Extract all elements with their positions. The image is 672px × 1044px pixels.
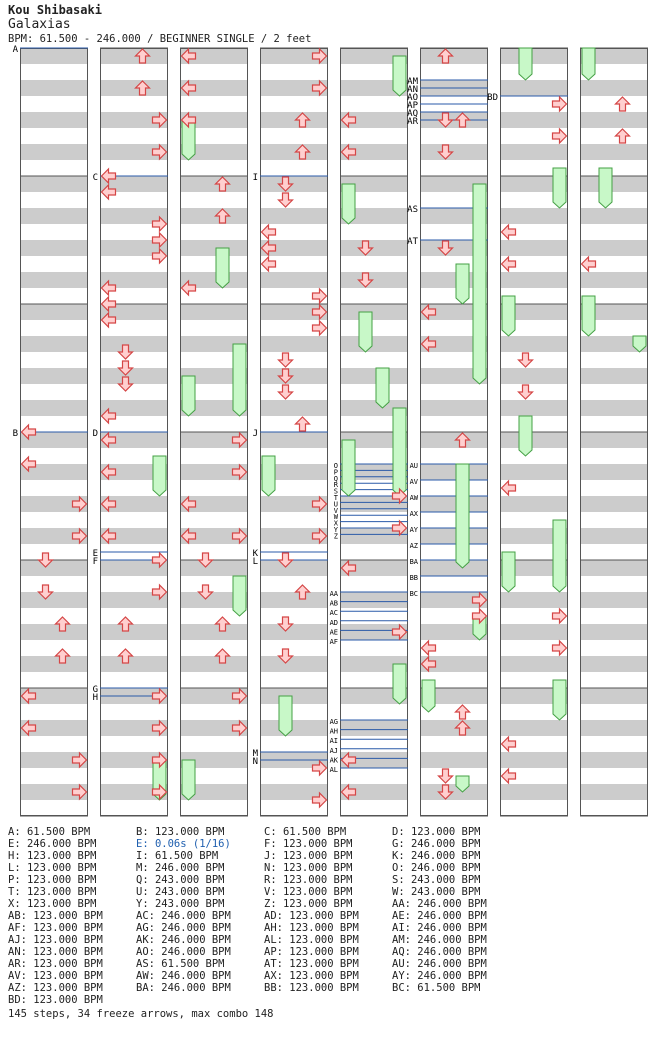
bpm-change-label: AK: [329, 756, 338, 765]
bpm-change-label: BD: [487, 93, 498, 103]
beat-stripe: [260, 400, 328, 416]
beat-stripe: [420, 496, 488, 512]
bpm-change-label: E: [92, 549, 98, 559]
beat-stripe: [420, 752, 488, 768]
beat-stripe: [580, 720, 648, 736]
bpm-legend-entry: BB: 123.000 BPM: [264, 982, 359, 994]
bpm-legend-row: [8, 862, 520, 874]
beat-stripe: [580, 656, 648, 672]
bpm-change-label: AI: [329, 737, 338, 746]
beat-stripe: [180, 176, 248, 192]
beat-stripe: [580, 80, 648, 96]
beat-stripe: [500, 112, 568, 128]
bpm-change-label: AC: [329, 609, 338, 618]
bpm-change-label: W: [333, 513, 338, 522]
beat-stripe: [100, 48, 168, 64]
bpm-legend-entry: V: 123.000 BPM: [264, 886, 353, 898]
bpm-legend-row: [8, 934, 520, 946]
bpm-change-label: AN: [407, 85, 418, 95]
freeze-arrow-body: [582, 48, 595, 80]
bpm-legend-entry: AS: 61.500 BPM: [136, 958, 225, 970]
beat-stripe: [20, 624, 88, 640]
beat-stripe: [580, 688, 648, 704]
beat-stripe: [100, 368, 168, 384]
bpm-legend-row: [8, 838, 520, 850]
beat-stripe: [20, 336, 88, 352]
bpm-change-label: AE: [329, 628, 338, 637]
beat-stripe: [580, 144, 648, 160]
freeze-arrow-body: [376, 368, 389, 408]
beat-stripe: [180, 304, 248, 320]
freeze-arrow-body: [233, 576, 246, 616]
bpm-change-label: AD: [329, 618, 338, 627]
bpm-change-label: AS: [407, 205, 418, 215]
bpm-change-label: AV: [409, 478, 418, 486]
bpm-change-label: H: [92, 693, 98, 703]
beat-stripe: [20, 304, 88, 320]
bpm-change-label: P: [333, 468, 338, 477]
bpm-change-label: Q: [333, 474, 338, 483]
bpm-change-label: U: [333, 500, 338, 509]
song-title: Galaxias: [8, 17, 71, 32]
bpm-legend-entry: AL: 123.000 BPM: [264, 934, 359, 946]
bpm-change-label: AG: [329, 718, 338, 726]
freeze-arrow-body: [519, 416, 532, 456]
beat-stripe: [580, 592, 648, 608]
freeze-arrow-body: [473, 184, 486, 384]
beat-stripe: [420, 432, 488, 448]
beat-stripe: [20, 592, 88, 608]
bpm-change-label: AJ: [329, 746, 338, 755]
bpm-legend-entry: AO: 246.000 BPM: [136, 946, 231, 958]
beat-stripe: [20, 656, 88, 672]
bpm-legend-entry: N: 123.000 BPM: [264, 862, 353, 874]
beat-stripe: [340, 592, 408, 608]
bpm-change-label: F: [92, 557, 98, 567]
bpm-legend-entry: AU: 246.000 BPM: [392, 958, 487, 970]
bpm-legend-entry: AA: 246.000 BPM: [392, 898, 487, 910]
beat-stripe: [100, 80, 168, 96]
chart-column: [580, 48, 648, 816]
bpm-legend-entry: J: 123.000 BPM: [264, 850, 353, 862]
bpm-legend-entry: P: 123.000 BPM: [8, 874, 97, 886]
bpm-change-label: AB: [329, 599, 338, 608]
bpm-legend-entry: AT: 123.000 BPM: [264, 958, 359, 970]
beat-stripe: [20, 240, 88, 256]
beat-stripe: [20, 176, 88, 192]
beat-stripe: [20, 80, 88, 96]
beat-stripe: [580, 112, 648, 128]
bpm-legend-entry: AP: 123.000 BPM: [264, 946, 359, 958]
bpm-legend-entry: BD: 123.000 BPM: [8, 994, 103, 1006]
beat-stripe: [100, 624, 168, 640]
beat-stripe: [580, 752, 648, 768]
bpm-change-label: B: [12, 429, 18, 439]
bpm-legend-row: [8, 970, 520, 982]
beat-stripe: [580, 176, 648, 192]
beat-stripe: [340, 304, 408, 320]
bpm-change-label: S: [333, 487, 338, 496]
bpm-legend-entry: AK: 246.000 BPM: [136, 934, 231, 946]
beat-stripe: [260, 432, 328, 448]
bpm-change-label: J: [252, 429, 258, 439]
beat-stripe: [180, 656, 248, 672]
freeze-arrow-body: [342, 440, 355, 496]
bpm-change-label: C: [92, 173, 98, 183]
bpm-change-label: AX: [409, 510, 418, 518]
beat-stripe: [180, 624, 248, 640]
freeze-arrow-body: [456, 264, 469, 304]
beat-stripe: [580, 496, 648, 512]
beat-stripe: [500, 208, 568, 224]
beat-stripe: [500, 464, 568, 480]
freeze-arrow-body: [553, 168, 566, 208]
bpm-legend-entry: AD: 123.000 BPM: [264, 910, 359, 922]
bpm-change-label: AZ: [409, 542, 418, 550]
beat-stripe: [580, 560, 648, 576]
bpm-change-label: M: [252, 749, 258, 759]
bpm-change-label: BB: [409, 574, 418, 582]
beat-stripe: [580, 464, 648, 480]
beat-stripe: [500, 496, 568, 512]
bpm-legend-row: [8, 886, 520, 898]
bpm-legend-row: [8, 994, 520, 1006]
bpm-change-label: AT: [407, 237, 418, 247]
beat-stripe: [260, 144, 328, 160]
artist-name: Kou Shibasaki: [8, 3, 102, 17]
freeze-arrow-body: [393, 664, 406, 704]
beat-stripe: [500, 592, 568, 608]
bpm-legend-entry: AB: 123.000 BPM: [8, 910, 103, 922]
bpm-legend-entry: AE: 246.000 BPM: [392, 910, 487, 922]
bpm-legend-entry: AH: 123.000 BPM: [264, 922, 359, 934]
freeze-arrow-body: [422, 680, 435, 712]
bpm-change-label: AL: [329, 766, 338, 774]
bpm-legend-entry: C: 61.500 BPM: [264, 826, 347, 838]
beat-stripe: [420, 400, 488, 416]
bpm-legend-entry: M: 246.000 BPM: [136, 862, 225, 874]
beat-stripe: [20, 208, 88, 224]
bpm-change-label: AY: [409, 526, 418, 534]
freeze-arrow-body: [262, 456, 275, 496]
beat-stripe: [340, 240, 408, 256]
beat-stripe: [580, 272, 648, 288]
beat-stripe: [260, 688, 328, 704]
beat-stripe: [260, 720, 328, 736]
beat-stripe: [180, 240, 248, 256]
bpm-legend-row: [8, 922, 520, 934]
freeze-arrow-body: [502, 552, 515, 592]
beat-stripe: [500, 400, 568, 416]
beat-stripe: [260, 112, 328, 128]
freeze-arrow-body: [342, 184, 355, 224]
bpm-legend-row: [8, 910, 520, 922]
bpm-legend-entry: AW: 246.000 BPM: [136, 970, 231, 982]
bpm-legend-entry: AR: 123.000 BPM: [8, 958, 103, 970]
bpm-change-label: AM: [407, 77, 418, 87]
beat-stripe: [180, 560, 248, 576]
bpm-legend-entry: L: 123.000 BPM: [8, 862, 97, 874]
beat-stripe: [20, 560, 88, 576]
bpm-change-label: T: [333, 494, 338, 502]
beat-stripe: [260, 176, 328, 192]
bpm-legend-entry: O: 246.000 BPM: [392, 862, 481, 874]
beat-stripe: [580, 400, 648, 416]
beat-stripe: [580, 784, 648, 800]
beat-stripe: [500, 784, 568, 800]
bpm-change-label: A: [12, 45, 18, 55]
bpm-change-label: AO: [407, 93, 418, 103]
freeze-arrow-body: [153, 456, 166, 496]
freeze-arrow-body: [393, 408, 406, 496]
beat-stripe: [500, 272, 568, 288]
bpm-legend-entry: Y: 243.000 BPM: [136, 898, 225, 910]
bpm-legend-entry: AJ: 123.000 BPM: [8, 934, 103, 946]
beat-stripe: [500, 240, 568, 256]
beat-stripe: [260, 368, 328, 384]
bpm-change-label: X: [333, 519, 338, 528]
beat-stripe: [420, 720, 488, 736]
beat-stripe: [260, 592, 328, 608]
freeze-arrow-body: [233, 344, 246, 416]
beat-stripe: [420, 464, 488, 480]
bpm-change-label: G: [92, 685, 98, 695]
beat-stripe: [340, 272, 408, 288]
bpm-legend-row: [8, 946, 520, 958]
beat-stripe: [580, 368, 648, 384]
beat-stripe: [340, 336, 408, 352]
beat-stripe: [100, 336, 168, 352]
bpm-legend-entry: AY: 246.000 BPM: [392, 970, 487, 982]
bpm-change-label: BC: [409, 590, 418, 598]
beat-stripe: [580, 208, 648, 224]
bpm-legend-entry: S: 243.000 BPM: [392, 874, 481, 886]
bpm-legend-entry: I: 61.500 BPM: [136, 850, 219, 862]
beat-stripe: [420, 560, 488, 576]
beat-stripe: [420, 144, 488, 160]
beat-stripe: [260, 272, 328, 288]
bpm-change-label: L: [252, 557, 258, 567]
bpm-legend-entry: Z: 123.000 BPM: [264, 898, 353, 910]
bpm-legend-entry: U: 243.000 BPM: [136, 886, 225, 898]
freeze-arrow-body: [599, 168, 612, 208]
bpm-change-label: D: [92, 429, 98, 439]
bpm-change-label: AW: [409, 494, 418, 502]
beat-stripe: [20, 368, 88, 384]
beat-stripe: [500, 48, 568, 64]
bpm-legend-entry: W: 243.000 BPM: [392, 886, 481, 898]
beat-stripe: [500, 624, 568, 640]
beat-stripe: [340, 368, 408, 384]
bpm-legend-row: [8, 850, 520, 862]
bpm-legend-entry: R: 123.000 BPM: [264, 874, 353, 886]
chart-info: BPM: 61.500 - 246.000 / BEGINNER SINGLE / 2 feet: [8, 33, 312, 45]
bpm-legend-entry: K: 246.000 BPM: [392, 850, 481, 862]
bpm-legend-entry: H: 123.000 BPM: [8, 850, 97, 862]
bpm-legend-entry: BA: 246.000 BPM: [136, 982, 231, 994]
beat-stripe: [580, 528, 648, 544]
bpm-change-label: Y: [333, 526, 338, 534]
bpm-legend-entry: AG: 246.000 BPM: [136, 922, 231, 934]
bpm-legend-entry: AX: 123.000 BPM: [264, 970, 359, 982]
bpm-legend-entry: AI: 246.000 BPM: [392, 922, 487, 934]
beat-stripe: [500, 656, 568, 672]
beat-stripe: [420, 784, 488, 800]
bpm-change-label: R: [333, 481, 338, 490]
bpm-legend-row: [8, 958, 520, 970]
beat-stripe: [500, 720, 568, 736]
beat-stripe: [580, 432, 648, 448]
bpm-change-label: Z: [333, 532, 338, 541]
bpm-legend-entry: Q: 243.000 BPM: [136, 874, 225, 886]
beat-stripe: [20, 112, 88, 128]
bpm-legend-row: [8, 898, 520, 910]
beat-stripe: [260, 656, 328, 672]
bpm-change-label: AU: [409, 462, 418, 470]
bpm-change-label: K: [252, 549, 258, 559]
beat-stripe: [20, 272, 88, 288]
bpm-change-label: AP: [407, 101, 418, 111]
bpm-change-label: AF: [329, 638, 338, 646]
bpm-legend-entry: X: 123.000 BPM: [8, 898, 97, 910]
freeze-arrow-body: [216, 248, 229, 288]
bpm-legend: [8, 826, 520, 1006]
beat-stripe: [500, 752, 568, 768]
bpm-legend-entry: E: 246.000 BPM: [8, 838, 97, 850]
bpm-legend-entry: B: 123.000 BPM: [136, 826, 225, 838]
step-summary: 145 steps, 34 freeze arrows, max combo 148: [8, 1008, 274, 1020]
bpm-change-label: BA: [409, 558, 418, 566]
beat-stripe: [580, 240, 648, 256]
beat-stripe: [100, 656, 168, 672]
bpm-change-label: V: [333, 506, 338, 515]
beat-stripe: [340, 720, 408, 736]
bpm-change-label: N: [252, 757, 258, 767]
bpm-legend-entry: AQ: 246.000 BPM: [392, 946, 487, 958]
beat-stripe: [260, 336, 328, 352]
bpm-change-label: I: [252, 173, 258, 183]
bpm-legend-entry: AC: 246.000 BPM: [136, 910, 231, 922]
bpm-legend-row: [8, 982, 520, 994]
bpm-legend-entry: E: 0.06s (1/16): [136, 838, 231, 850]
chart-column: [180, 48, 248, 816]
bpm-legend-entry: AZ: 123.000 BPM: [8, 982, 103, 994]
bpm-legend-entry: T: 123.000 BPM: [8, 886, 97, 898]
freeze-arrow-body: [553, 680, 566, 720]
beat-stripe: [20, 144, 88, 160]
bpm-change-label: O: [333, 462, 338, 470]
bpm-change-label: AH: [329, 727, 338, 736]
beat-stripe: [260, 624, 328, 640]
freeze-arrow-body: [393, 56, 406, 96]
bpm-legend-row: [8, 874, 520, 886]
bpm-legend-entry: A: 61.500 BPM: [8, 826, 91, 838]
beat-stripe: [500, 144, 568, 160]
freeze-arrow-body: [502, 296, 515, 336]
bpm-change-label: AA: [329, 590, 338, 598]
freeze-arrow-body: [182, 760, 195, 800]
bpm-legend-entry: AM: 246.000 BPM: [392, 934, 487, 946]
beat-stripe: [20, 400, 88, 416]
beat-stripe: [500, 368, 568, 384]
bpm-change-label: AQ: [407, 109, 418, 119]
bpm-legend-entry: BC: 61.500 BPM: [392, 982, 481, 994]
beat-stripe: [500, 432, 568, 448]
beat-stripe: [500, 80, 568, 96]
bpm-change-label: AR: [407, 117, 418, 127]
freeze-arrow-body: [182, 376, 195, 416]
bpm-legend-entry: G: 246.000 BPM: [392, 838, 481, 850]
beat-stripe: [260, 560, 328, 576]
beat-stripe: [580, 624, 648, 640]
freeze-arrow-body: [359, 312, 372, 352]
bpm-legend-entry: AF: 123.000 BPM: [8, 922, 103, 934]
bpm-legend-row: [8, 826, 520, 838]
beat-stripe: [420, 528, 488, 544]
beat-stripe: [500, 336, 568, 352]
bpm-legend-entry: F: 123.000 BPM: [264, 838, 353, 850]
bpm-legend-entry: AN: 123.000 BPM: [8, 946, 103, 958]
freeze-arrow-body: [582, 296, 595, 336]
beat-stripe: [260, 208, 328, 224]
beat-stripe: [20, 48, 88, 64]
freeze-arrow-body: [456, 464, 469, 568]
freeze-arrow-body: [519, 48, 532, 80]
beat-stripe: [180, 208, 248, 224]
beat-stripe: [420, 48, 488, 64]
bpm-legend-entry: AV: 123.000 BPM: [8, 970, 103, 982]
freeze-arrow-body: [553, 520, 566, 592]
bpm-legend-entry: D: 123.000 BPM: [392, 826, 481, 838]
freeze-arrow-body: [279, 696, 292, 736]
